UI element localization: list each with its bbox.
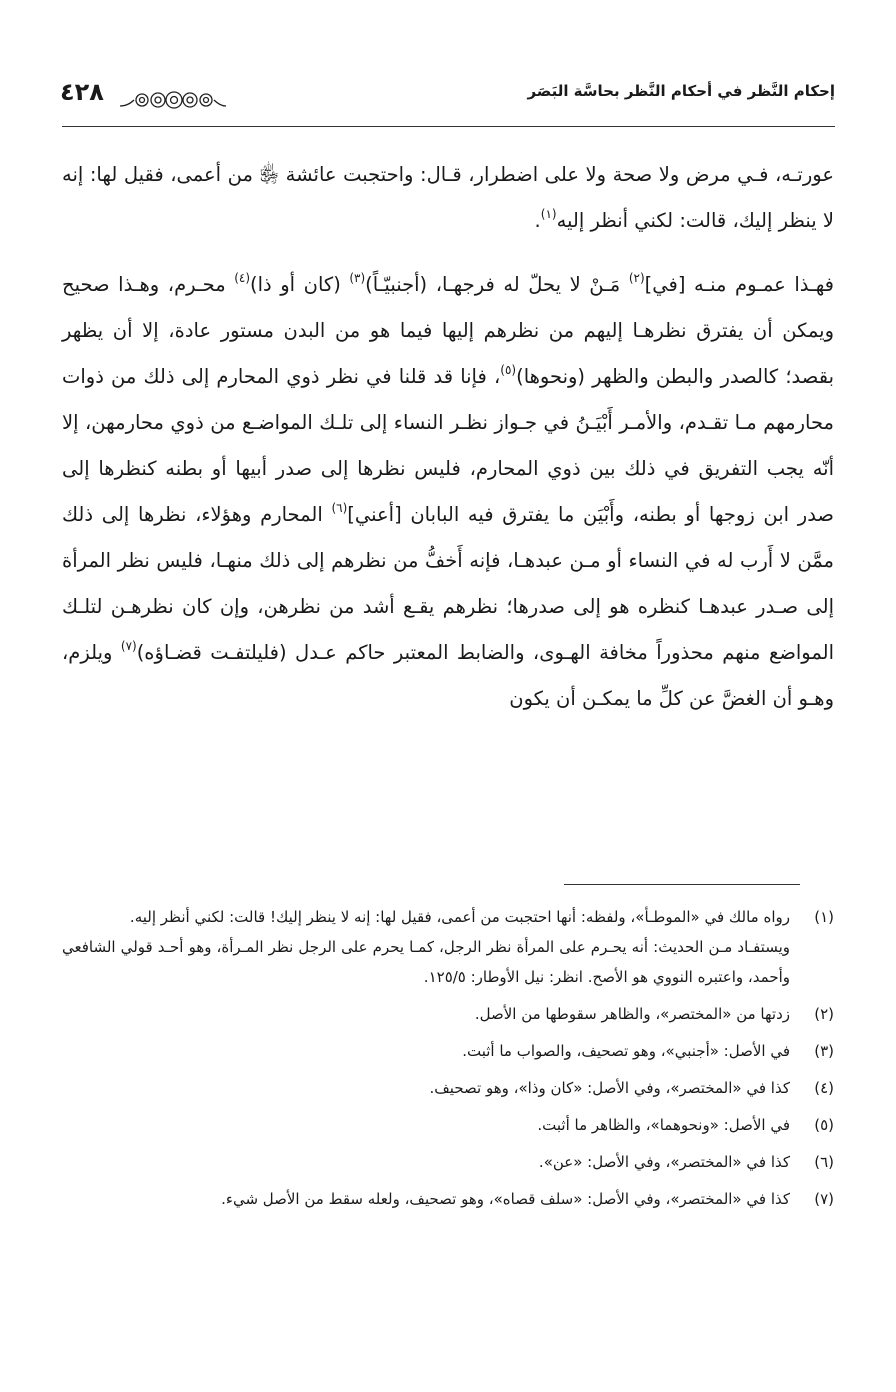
footnote-ref-2: (٢) xyxy=(628,271,645,285)
running-title: إحكام النَّظر في أحكام النَّظر بحاسَّة البَصَر xyxy=(527,82,835,100)
footnote-number: (٤) xyxy=(814,1079,834,1097)
footnote-text: ويستفـاد مـن الحديث: أنه يحـرم على المرأة نظر الرجل، كمـا يحرم على الرجل نظر المـرأة، وهو أحـد قولي الشافعي وأحمد، واعتبره النووي هو الأصح. انظر: نيل الأوطار: ١٢٥/٥. xyxy=(62,938,790,986)
footnote-ref-3: (٣) xyxy=(349,271,366,285)
footnotes xyxy=(62,902,834,1221)
footnote-4 xyxy=(62,1073,834,1103)
footnote-number: (٣) xyxy=(814,1042,834,1060)
footnote-2 xyxy=(62,999,834,1029)
footnote-ref-5: (٥) xyxy=(500,363,517,377)
footnote-ref-4: (٤) xyxy=(234,271,251,285)
footnote-text: كذا في «المختصر»، وفي الأصل: «كان وذا»، وهو تصحيف. xyxy=(429,1079,790,1097)
footnote-7 xyxy=(62,1184,834,1214)
footnote-ref-6: (٦) xyxy=(331,501,348,515)
footnote-1 xyxy=(62,902,834,992)
footnote-number: (١) xyxy=(814,908,834,926)
footnote-text: زدتها من «المختصر»، والظاهر سقوطها من الأصل. xyxy=(474,1005,790,1023)
footnote-6 xyxy=(62,1147,834,1177)
running-header xyxy=(60,78,835,114)
footnote-text: كذا في «المختصر»، وفي الأصل: «سلف قصاه»، وهو تصحيف، ولعله سقط من الأصل شيء. xyxy=(221,1190,790,1208)
header-rule xyxy=(62,126,835,127)
paragraph-1: عورتـه، فـي مرض ولا صحة ولا على اضطرار، قـال: واحتجبت عائشة ﵂ من أعمى، فقيل لها: إنه لا ينظر إليك، قالت: لكني أنظر إليه$^{(١)}$. xyxy=(62,163,834,232)
footnote-number: (٥) xyxy=(814,1116,834,1134)
footnote-ref-7: (٧) xyxy=(120,639,137,653)
footnote-number: (٧) xyxy=(814,1190,834,1208)
footnote-text: في الأصل: «ونحوهما»، والظاهر ما أثبت. xyxy=(537,1116,790,1134)
footnote-text: في الأصل: «أجنبي»، وهو تصحيف، والصواب ما أثبت. xyxy=(462,1042,790,1060)
footnote-text: كذا في «المختصر»، وفي الأصل: «عن». xyxy=(538,1153,790,1171)
footnote-number: (٦) xyxy=(814,1153,834,1171)
ornament-icon xyxy=(118,88,228,112)
footnote-text: رواه مالك في «الموطـأ»، ولفظه: أنها احتجبت من أعمى، فقيل لها: إنه لا ينظر إليك! قالت: لكني أنظر إليه. xyxy=(129,908,790,926)
footnote-ref-1: (١) xyxy=(540,207,557,221)
paragraph-2: فهـذا عمـوم منـه [في]$^{(٢)}$ مَـنْ لا يحلّ له فرجهـا، (أجنبيّـاً)$^{(٣)}$ (كان أو ذا)$^{(٤)}$ محـرم، وهـذا صحيح ويمكن أن يفترق نظرهـا إليهم من نظرهم إليها فيما هو من البدن مستور عادة، إلا أن يظهر بقصد؛ كالصدر والبطن والظهر (ونحوها)$^{(٥)}$، فإنا قد قلنا في نظر ذوي المحارم إلى ذلك من ذوات محارمهم مـا تقـدم، والأمـر أَبْيَـنُ في جـواز نظـر النساء إلى تلـك المواضـع من ذوي محارمهن، إلا أنّه يجب التفريق في ذلك بين ذوي المحارم، فليس نظرها إلى صدر أبيها أو بطنه كنظرها إلى صدر ابن زوجها أو بطنه، وأَبْيَن ما يفترق فيه البابان [أعني]$^{(٦)}$ المحارم وهؤلاء، نظرها إلى ذلك ممَّن لا أَرب له في النساء أو مـن عبدهـا، فإنه أَخفُّ من نظرهم إلى ذلك منهـا، فليس نظر المرأة إلى صـدر عبدهـا كنظره هو إلى صدرها؛ نظرهم يقـع أشد من نظرهن، وإن كان نظرهـن لتلـك المواضع منهم محذوراً مخافة الهـوى، والضابط المعتبر حاكم عـدل (فليلتفـت قضـاؤه)$^{(٧)}$ ويلزم، وهـو أن الغضَّ عن كلِّ ما يمكـن أن يكون xyxy=(62,271,835,710)
page-number: ٤٢٨ xyxy=(60,78,104,106)
footnote-3 xyxy=(62,1036,834,1066)
footnote-5 xyxy=(62,1110,834,1140)
main-text xyxy=(62,152,834,722)
footnote-separator xyxy=(564,884,800,885)
footnote-number: (٢) xyxy=(814,1005,834,1023)
